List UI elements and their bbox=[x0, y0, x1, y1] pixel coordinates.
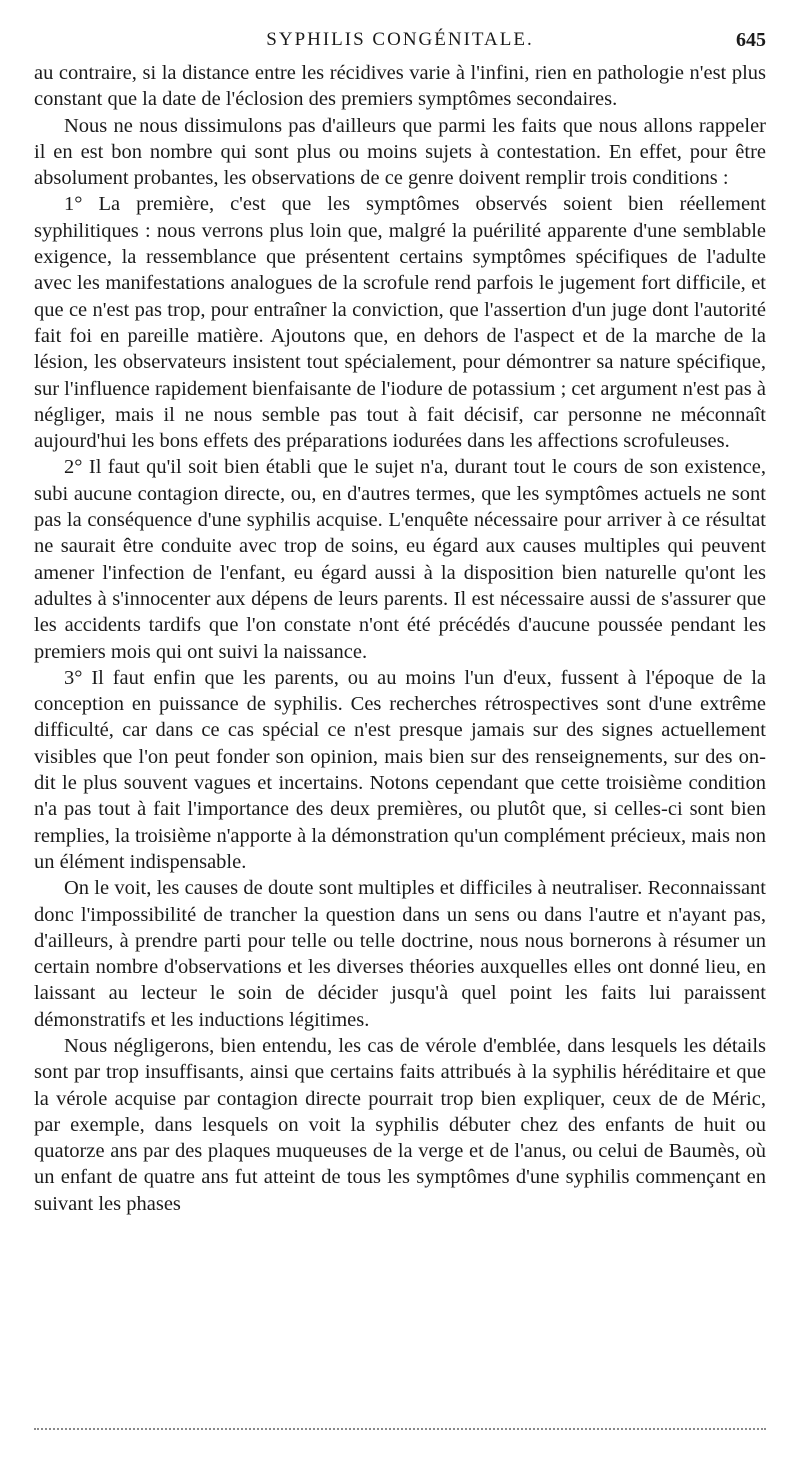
running-title: SYPHILIS CONGÉNITALE. bbox=[266, 29, 534, 50]
body-text bbox=[34, 60, 766, 1217]
running-head bbox=[34, 28, 766, 52]
paragraph-condition-1: 1° La première, c'est que les symptômes observés soient bien réellement syphilitiques : nous verrons plus loin que, malgré la puérilité apparente d'une semblable exigence, la ressemblance que présentent certains symptômes spécifiques de l'adulte avec les manifestations analogues de la scrofule rend parfois le jugement fort difficile, et que ce n'est pas trop, pour entraîner la conviction, que l'assertion d'un juge dont l'autorité fait foi en pareille matière. Ajoutons que, en dehors de l'aspect et de la marche de la lésion, les observateurs insistent tout spécialement, pour démontrer sa nature spécifique, sur l'influence rapidement bienfaisante de l'iodure de potassium ; cet argument n'est pas à négliger, mais il ne nous semble pas tout à fait décisif, car personne ne méconnaît aujourd'hui les bons effets des préparations iodurées dans les affections scrofuleuses. bbox=[34, 193, 766, 453]
paragraph-continuation: au contraire, si la distance entre les récidives varie à l'infini, rien en pathologie n'est plus constant que la date de l'éclosion des premiers symptômes secondaires. bbox=[34, 62, 766, 111]
paragraph-conditions-intro: Nous ne nous dissimulons pas d'ailleurs que parmi les faits que nous allons rappeler il en est bon nombre qui sont plus ou moins sujets à contestation. En effet, pour être absolument probantes, les observations de ce genre doivent remplir trois conditions : bbox=[34, 114, 766, 190]
footer-divider bbox=[34, 1428, 766, 1430]
paragraph-condition-3: 3° Il faut enfin que les parents, ou au moins l'un d'eux, fussent à l'époque de la conception en puissance de syphilis. Ces recherches rétrospectives sont d'une extrême difficulté, car dans ce cas spécial ce n'est presque jamais sur des signes actuellement visibles que l'on peut fonder son opinion, mais bien sur des renseignements, sur des on-dit le plus souvent vagues et incertains. Notons cependant que cette troisième condition n'a pas tout à fait l'importance des deux premières, ou plutôt que, si celles-ci sont bien remplies, la troisième n'apporte à la démonstration qu'un complément précieux, mais non un élément indispensable. bbox=[34, 666, 766, 873]
page-number: 645 bbox=[736, 29, 766, 51]
paragraph-exclusions: Nous négligerons, bien entendu, les cas de vérole d'emblée, dans lesquels les détails sont par trop insuffisants, ainsi que certains faits attribués à la syphilis héréditaire et que la vérole acquise par contagion directe pourrait trop bien expliquer, ceux de de Méric, par exemple, dans lesquels on voit la syphilis débuter chez des enfants de huit ou quatorze ans par des plaques muqueuses de la verge et de l'anus, ou celui de Baumès, où un enfant de quatre ans fut atteint de tous les symptômes d'une syphilis commençant en suivant les phases bbox=[34, 1034, 766, 1215]
paragraph-doubts: On le voit, les causes de doute sont multiples et difficiles à neutraliser. Reconnaissant donc l'impossibilité de trancher la question dans un sens ou dans l'autre et n'ayant pas, d'ailleurs, à prendre parti pour telle ou telle doctrine, nous nous bornerons à résumer un certain nombre d'observations et les diverses théories auxquelles elles ont donné lieu, en laissant au lecteur le soin de décider jusqu'à quel point les faits lui paraissent démonstratifs et les inductions légitimes. bbox=[34, 877, 766, 1031]
paragraph-condition-2: 2° Il faut qu'il soit bien établi que le sujet n'a, durant tout le cours de son existence, subi aucune contagion directe, ou, en d'autres termes, que les symptômes actuels ne sont pas la conséquence d'une syphilis acquise. L'enquête nécessaire pour arriver à ce résultat ne saurait être conduite avec trop de soins, eu égard aux causes multiples qui peuvent amener l'infection de l'enfant, eu égard aussi à la disposition bien naturelle qu'ont les adultes à s'innocenter aux dépens de leurs parents. Il est nécessaire aussi de s'assurer que les accidents tardifs que l'on constate n'ont été précédés d'aucune poussée pendant les premiers mois qui ont suivi la naissance. bbox=[34, 456, 766, 663]
